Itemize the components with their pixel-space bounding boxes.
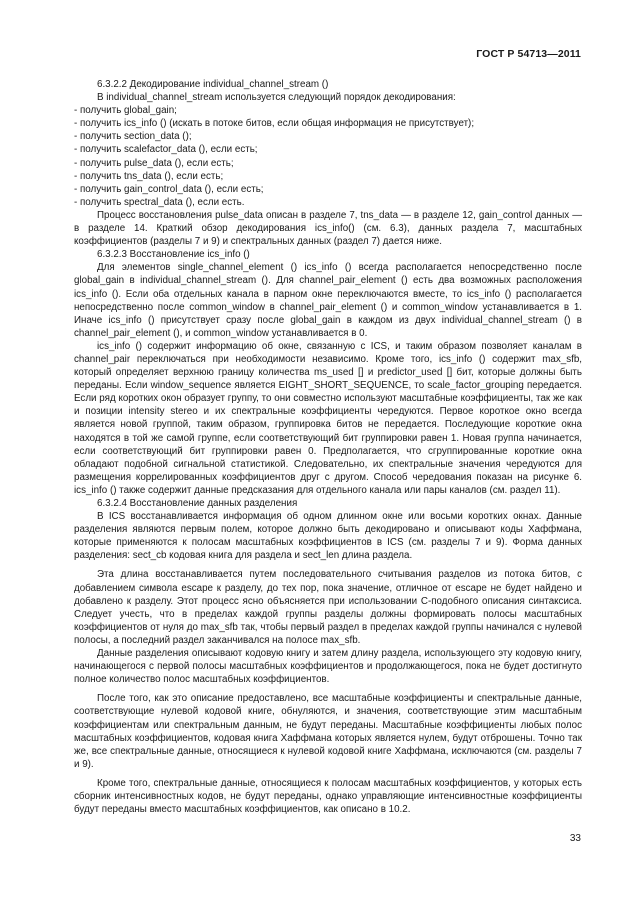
list-item: - получить pulse_data (), если есть; [74,157,234,169]
paragraph: Эта длина восстанавливается путем последовательного считывания разделов из потока битов, с добавлением символа escape к разделу, до тех пор, пока значение, отличное от escape не будет найдено и добавлено к разделу. Этот процесс ясно объясняется при использовании С-подобного описания синтаксиса. Следует учесть, что в пределах каждой группы разделы должны формировать полосы масштабных коэффициентов от нуля до max_sfb так, чтобы первый раздел в пределах каждой группы начинался с нулевой полосы, а последний раздел заканчивался на полосе max_sfb. [74,569,582,646]
page-number: 33 [569,833,581,844]
section-heading-6-3-2-2: 6.3.2.2 Декодирование individual_channel_stream () [97,79,329,90]
paragraph: Кроме того, спектральные данные, относящиеся к полосам масштабных коэффициентов, у которых есть сборник интенсивностных кодов, не будут переданы, однако управляющие интенсивностные коэффициенты будут переданы вместо масштабных коэффициентов, как описано в 10.2. [74,777,582,816]
list-item: - получить section_data (); [74,131,192,143]
paragraph: После того, как это описание предоставлено, все масштабные коэффициенты и спектральные данные, соответствующие нулевой кодовой книге, обнуляются, и значения, соответствующие этим масштабным коэффициентам или спектральным данным, не будут переданы. Масштабные коэффициенты любых полос масштабных коэффициентов, кодовая книга Хаффмана которых является нулем, будут отброшены. Точно так же, все спектральные данные, относящиеся к нулевой кодовой книге Хаффмана, исключаются (см. разделы 7 и 9). [74,693,582,770]
list-item: - получить gain_control_data (), если есть; [74,183,264,195]
section-heading-6-3-2-3: 6.3.2.3 Восстановление ics_info () [97,249,250,261]
list-item: - получить global_gain; [74,105,177,117]
list-item: - получить ics_info () (искать в потоке битов, если общая информация не присутствует); [74,118,475,130]
paragraph: В individual_channel_stream используется следующий порядок декодирования: [97,92,456,104]
paragraph: Данные разделения описывают кодовую книгу и затем длину раздела, использующего эту кодовую книгу, начинающегося с первой полосы масштабных коэффициентов и продолжающегося, пока не будет достигнуто полное количество полос масштабных коэффициентов. [74,648,582,686]
document-body [74,78,582,816]
list-item: - получить scalefactor_data (), если есть; [74,144,258,156]
standard-header: ГОСТ Р 54713—2011 [476,48,581,60]
list-item: - получить spectral_data (), если есть. [74,196,245,208]
list-item: - получить tns_data (), если есть; [74,170,224,182]
paragraph: В ICS восстанавливается информация об одном длинном окне или восьми коротких окнах. Данные разделения являются первым полем, которое должно быть декодировано и описывают коды Хаффмана, которые применяются к полосам масштабных коэффициентов в ICS (см. разделы 7 и 9). Форма данных разделения: sect_cb кодовая книга для раздела и sect_len длина раздела. [74,511,582,562]
section-heading-6-3-2-4: 6.3.2.4 Восстановление данных разделения [97,498,298,509]
paragraph: Для элементов single_channel_element () ics_info () всегда располагается непосредственно после global_gain в individual_channel_stream (). Для channel_pair_element () есть два возможных расположения ics_info (). Если оба отдельных канала в парном окне переключаются вместе, то ics_info () располагается непосредственно после common_window в channel_pair_element () и common_window устанавливается в 1. Иначе ics_info () присутствует сразу после global_gain в каждом из двух individual_channel_stream () в channel_pair_element (), и common_window устанавливается в 0. [74,262,582,339]
paragraph: ics_info () содержит информацию об окне, связанную с ICS, и таким образом позволяет каналам в channel_pair переключаться при необходимости независимо. Кроме того, ics_info () содержит max_sfb, который определяет верхнюю границу количества ms_used [] и predictor_used [] бит, которые должны быть переданы. Если window_sequence является EIGHT_SHORT_SEQUENCE, то scale_factor_grouping передается. Если ряд коротких окон образует группу, то они совместно используют масштабные коэффициенты, так же как и позиции intensity stereo и их спектральные коэффициенты чередуются. Первое короткое окно всегда является новой группой, таким образом, группировка битов не передается. Последующие короткие окна находятся в той же самой группе, если соответствующий бит группировки равен 1. Новая группа начинается, если соответствующий бит группировки равен 0. Предполагается, что сгруппированные короткие окна обладают подобной сигнальной статистикой. Следовательно, их спектральные значения чередуются для размещения коррелированных коэффициентов друг с другом. Способ чередования показан на рисунке 6. ics_info () также содержит данные предсказания для отдельного канала или пары каналов (см. раздел 11). [74,340,582,496]
paragraph: Процесс восстановления pulse_data описан в разделе 7, tns_data — в разделе 12, gain_control данных — в разделе 14. Краткий обзор декодирования ics_info() (см. 6.3), данных раздела 7, масштабных коэффициентов (разделы 7 и 9) и спектральных данных (раздел 7) дается ниже. [74,209,582,248]
